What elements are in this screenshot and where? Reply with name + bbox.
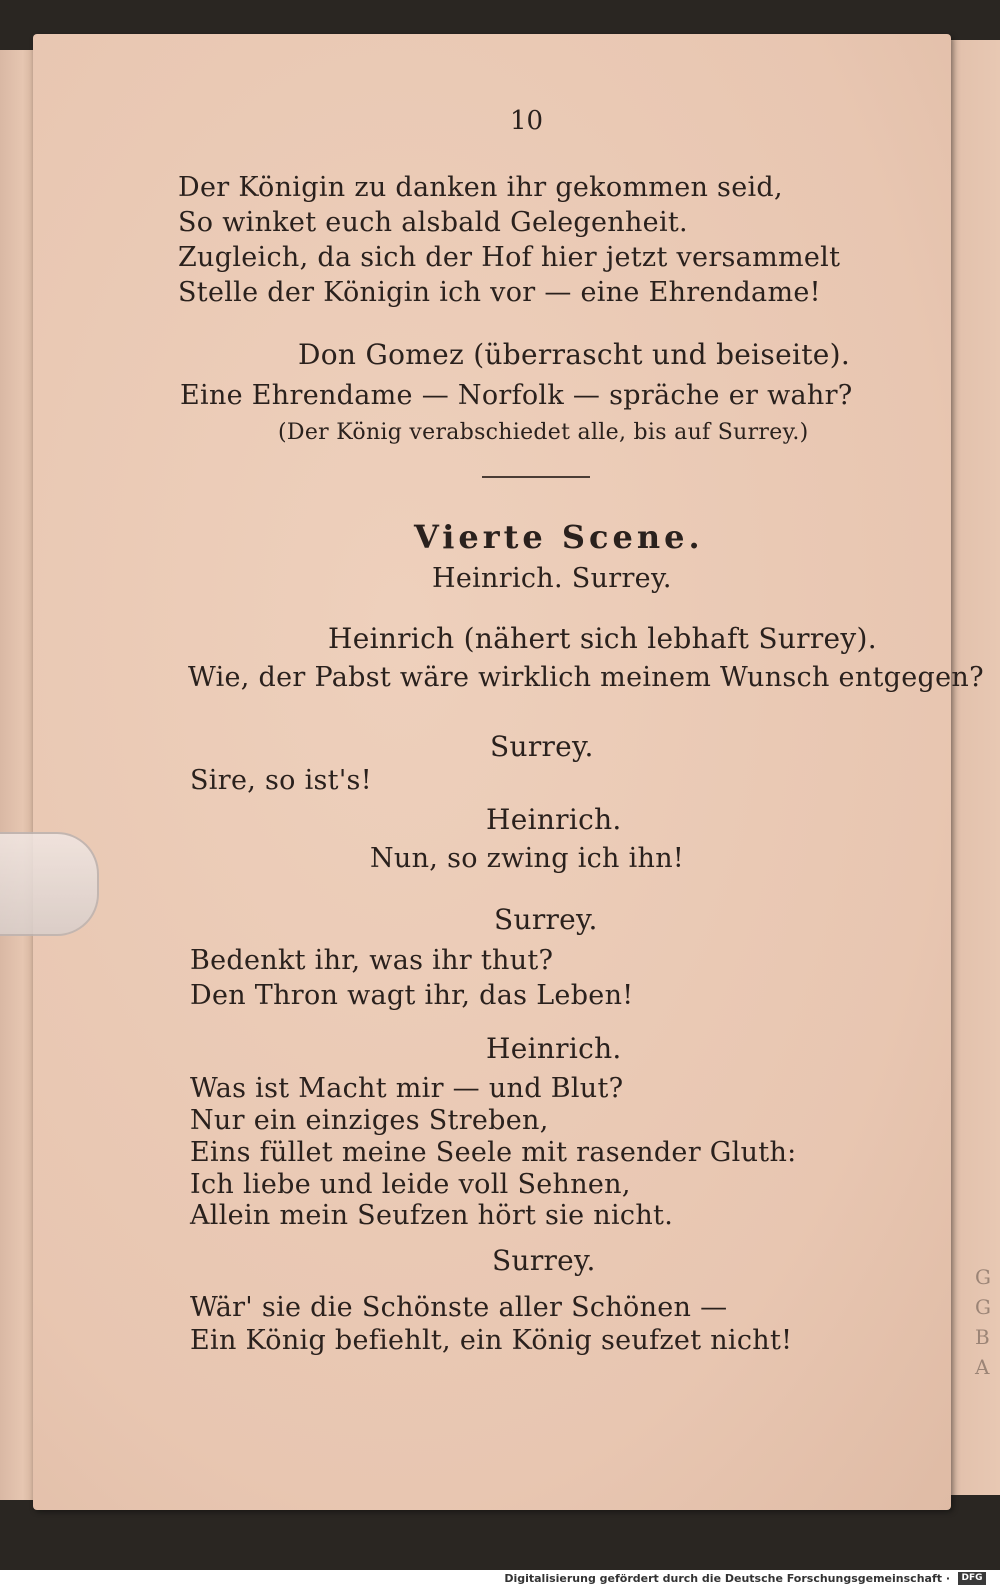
page-number: 10 (510, 106, 544, 136)
bleed-glyph: A (975, 1355, 990, 1379)
dfg-logo: DFG (958, 1572, 986, 1585)
verse-line: Sire, so ist's! (190, 765, 372, 796)
speaker-heading: Heinrich (nähert sich lebhaft Surrey). (328, 622, 877, 655)
verse-line: Nun, so zwing ich ihn! (370, 843, 685, 874)
verse-line: Stelle der Königin ich vor — eine Ehrendame! (178, 277, 821, 308)
verse-line: Ein König befiehlt, ein König seufzet nicht! (190, 1325, 793, 1356)
stage-direction: (Der König verabschiedet alle, bis auf Surrey.) (278, 420, 809, 445)
scene-divider (482, 476, 590, 478)
verse-line: Den Thron wagt ihr, das Leben! (190, 980, 634, 1011)
verse-line: Zugleich, da sich der Hof hier jetzt versammelt (178, 242, 841, 273)
footer-credit: Digitalisierung gefördert durch die Deutsche Forschungsgemeinschaft · (504, 1572, 950, 1585)
bleed-glyph: G (975, 1265, 991, 1289)
speaker-heading: Surrey. (494, 903, 598, 936)
speaker-heading: Heinrich. (486, 1032, 622, 1065)
verse-line: Der Königin zu danken ihr gekommen seid, (178, 172, 783, 203)
verse-line: Was ist Macht mir — und Blut? (190, 1073, 624, 1104)
verse-line: Ich liebe und leide voll Sehnen, (190, 1169, 631, 1200)
verse-line: Eins füllet meine Seele mit rasender Gluth: (190, 1137, 797, 1168)
scene-characters: Heinrich. Surrey. (432, 563, 672, 594)
speaker-heading: Surrey. (492, 1244, 596, 1277)
bleed-glyph: G (975, 1295, 991, 1319)
speaker-heading: Surrey. (490, 730, 594, 763)
bleed-glyph: B (975, 1325, 990, 1349)
scene-title: Vierte Scene. (414, 518, 704, 556)
verse-line: Allein mein Seufzen hört sie nicht. (190, 1200, 674, 1231)
verse-line: Wär' sie die Schönste aller Schönen — (190, 1292, 728, 1323)
verse-line: Bedenkt ihr, was ihr thut? (190, 945, 554, 976)
speaker-heading: Don Gomez (überrascht und beiseite). (298, 338, 851, 371)
speaker-heading: Heinrich. (486, 803, 622, 836)
verse-line: Nur ein einziges Streben, (190, 1105, 549, 1136)
verse-line: Eine Ehrendame — Norfolk — spräche er wahr? (180, 380, 853, 411)
verse-line: So winket euch alsbald Gelegenheit. (178, 207, 688, 238)
page-clip (0, 832, 99, 936)
verse-line: Wie, der Pabst wäre wirklich meinem Wunsch entgegen? (188, 662, 984, 693)
next-page-edge (945, 40, 1000, 1495)
footer-bar (0, 1570, 1000, 1588)
